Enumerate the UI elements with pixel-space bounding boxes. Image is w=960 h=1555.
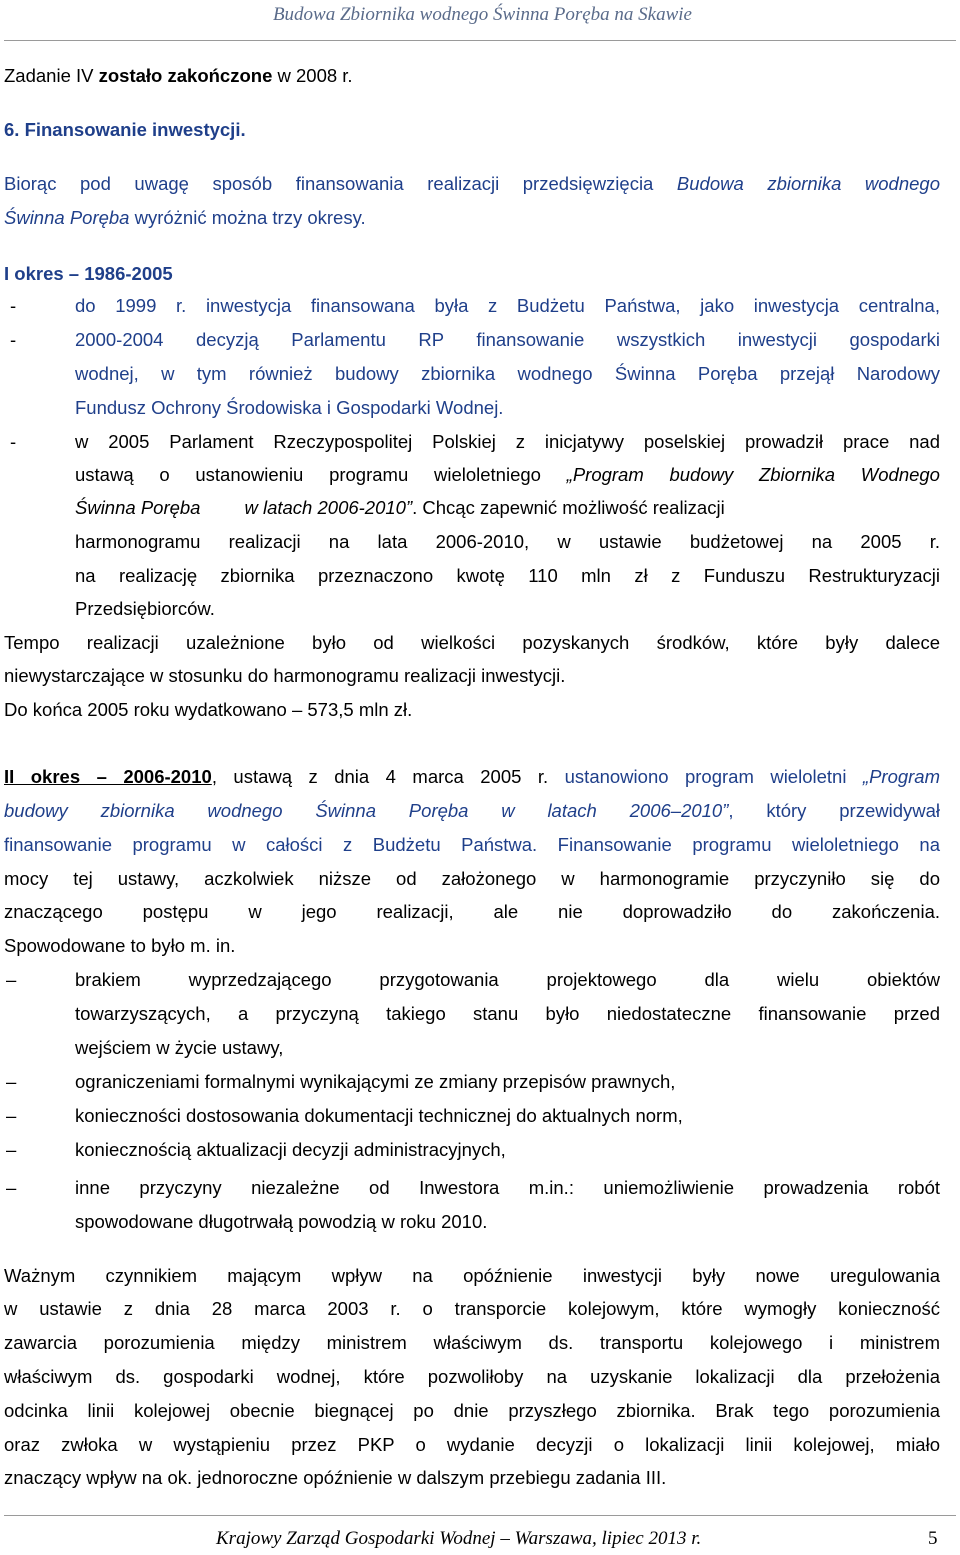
okres1-bullet-1: do 1999 r. inwestycja finansowana była z Budżetu Państwa, jako inwestycja centralna, — [75, 295, 940, 316]
waznym-line-3: zawarcia porozumienia między ministrem właściwym ds. transportu kolejowego i ministrem — [4, 1332, 940, 1353]
bullet-dash: – — [6, 1105, 17, 1126]
okres1-bullet-2-line-2: wodnej, w tym również budowy zbiornika wodnego Świnna Poręba przejął Narodowy — [75, 363, 940, 384]
page-number: 5 — [928, 1528, 938, 1549]
okres-2-line-1: II okres – 2006-2010, ustawą z dnia 4 marca 2005 r. ustanowiono program wieloletni „Program — [4, 766, 941, 787]
header-rule — [4, 40, 956, 41]
waznym-line-7: znaczący wpływ na ok. jednoroczne opóźnienie w dalszym przebiegu zadania III. — [4, 1467, 667, 1488]
running-footer: Krajowy Zarząd Gospodarki Wodnej – Warszawa, lipiec 2013 r. — [216, 1528, 702, 1549]
intro-line-2: Świnna Poręba wyróżnić można trzy okresy. — [4, 207, 366, 228]
okres1-bullet-2-line-1: 2000-2004 decyzją Parlamentu RP finansowanie wszystkich inwestycji gospodarki — [75, 329, 940, 350]
intro-line-1: Biorąc pod uwagę sposób finansowania realizacji przedsięwzięcia Budowa zbiornika wodnego — [4, 173, 940, 194]
okres1-bullet-3-line-2: ustawą o ustanowieniu programu wieloletniego „Program budowy Zbiornika Wodnego — [75, 464, 940, 485]
reason-2: ograniczeniami formalnymi wynikającymi ze zmiany przepisów prawnych, — [75, 1071, 676, 1092]
okres1-bullet-3-line-6: Przedsiębiorców. — [75, 598, 215, 619]
okres1-bullet-3-line-1: w 2005 Parlament Rzeczypospolitej Polskiej z inicjatywy poselskiej prowadził prace nad — [75, 431, 940, 452]
waznym-line-4: właściwym ds. gospodarki wodnej, które pozwoliłoby na uzyskanie lokalizacji dla przełożenia — [4, 1366, 940, 1387]
section-6-title: 6. Finansowanie inwestycji. — [4, 119, 246, 140]
running-header: Budowa Zbiornika wodnego Świnna Poręba na Skawie — [272, 4, 692, 25]
reason-1-line-2: towarzyszących, a przyczyną takiego stanu było niedostateczne finansowanie przed — [75, 1003, 940, 1024]
okres-2-line-2: budowy zbiornika wodnego Świnna Poręba w latach 2006–2010”, który przewidywał — [4, 800, 940, 821]
okres1-bullet-2-line-3: Fundusz Ochrony Środowiska i Gospodarki Wodnej. — [75, 397, 504, 418]
bullet-dash: – — [6, 1177, 17, 1198]
reason-1-line-3: wejściem w życie ustawy, — [75, 1037, 284, 1058]
footer-rule — [4, 1515, 956, 1516]
zadanie-line: Zadanie IV zostało zakończone w 2008 r. — [4, 65, 353, 86]
waznym-line-5: odcinka linii kolejowej obecnie biegnącej po dnie przyszłego zbiornika. Brak tego porozumienia — [4, 1400, 940, 1421]
reason-3: konieczności dostosowania dokumentacji technicznej do aktualnych norm, — [75, 1105, 683, 1126]
reason-4: koniecznością aktualizacji decyzji administracyjnych, — [75, 1139, 506, 1160]
okres1-bullet-3-line-5: na realizację zbiornika przeznaczono kwotę 110 mln zł z Funduszu Restrukturyzacji — [75, 565, 940, 586]
reason-5-line-2: spowodowane długotrwałą powodzią w roku 2010. — [75, 1211, 488, 1232]
okres1-bullet-3-line-4: harmonogramu realizacji na lata 2006-2010, w ustawie budżetowej na 2005 r. — [75, 531, 940, 552]
bullet-dash: – — [6, 1071, 17, 1092]
bullet-dash: – — [6, 1139, 17, 1160]
waznym-line-1: Ważnym czynnikiem mającym wpływ na opóźnienie inwestycji były nowe uregulowania — [4, 1265, 940, 1286]
bullet-dash: – — [6, 969, 17, 990]
okres-2-line-3: finansowanie programu w całości z Budżetu Państwa. Finansowanie programu wieloletniego na — [4, 834, 940, 855]
okres-2-line-4: mocy tej ustawy, aczkolwiek niższe od założonego w harmonogramie przyczyniło się do — [4, 868, 940, 889]
okres-1-title: I okres – 1986-2005 — [4, 263, 173, 284]
tempo-line-1: Tempo realizacji uzależnione było od wielkości pozyskanych środków, które były dalece — [4, 632, 940, 653]
bullet-dash: - — [10, 431, 17, 452]
okres-2-line-6: Spowodowane to było m. in. — [4, 935, 236, 956]
okres-2-line-5: znaczącego postępu w jego realizacji, ale nie doprowadziło do zakończenia. — [4, 901, 940, 922]
reason-1-line-1: brakiem wyprzedzającego przygotowania projektowego dla wielu obiektów — [75, 969, 940, 990]
tempo-line-2: niewystarczające w stosunku do harmonogramu realizacji inwestycji. — [4, 665, 566, 686]
okres1-bullet-3-line-3: Świnna Poręba w latach 2006-2010”. Chcąc zapewnić możliwość realizacji — [75, 497, 725, 518]
do-konca-line: Do końca 2005 roku wydatkowano – 573,5 mln zł. — [4, 699, 413, 720]
waznym-line-6: oraz zwłoka w wystąpieniu przez PKP o wydanie decyzji o lokalizacji linii kolejowej, miało — [4, 1434, 940, 1455]
bullet-dash: - — [10, 295, 17, 316]
waznym-line-2: w ustawie z dnia 28 marca 2003 r. o transporcie kolejowym, które wymogły konieczność — [4, 1298, 940, 1319]
reason-5-line-1: inne przyczyny niezależne od Inwestora m.in.: uniemożliwienie prowadzenia robót — [75, 1177, 940, 1198]
bullet-dash: - — [10, 329, 17, 350]
